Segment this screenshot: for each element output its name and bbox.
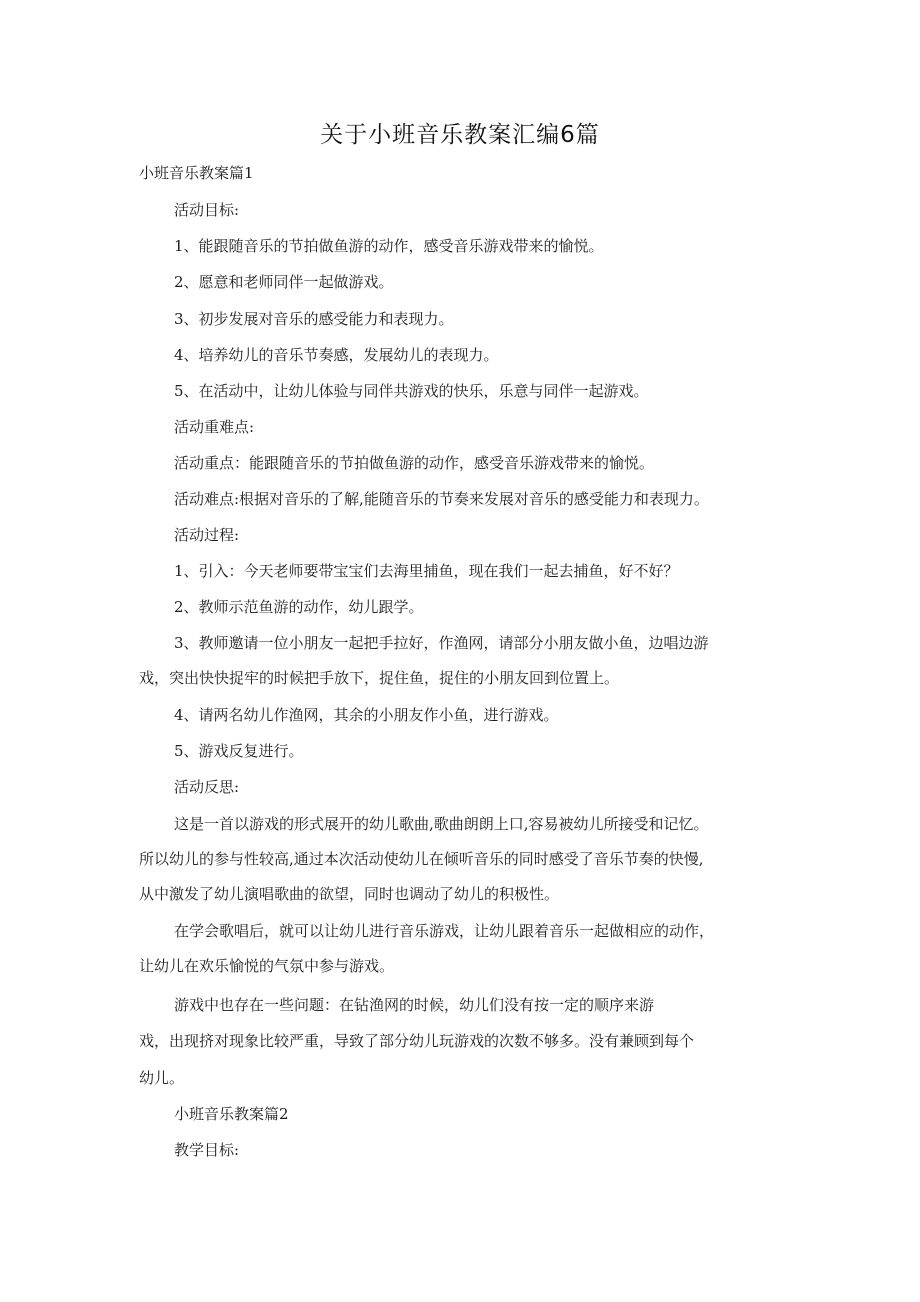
goals-label: 活动目标: (174, 201, 240, 219)
process-step-continued: 戏，突出快快捉牢的时候把手放下，捉住鱼，捉住的小朋友回到位置上。 (139, 669, 620, 687)
goal-item: 2、愿意和老师同伴一起做游戏。 (174, 273, 394, 291)
reflection-paragraph-continued: 从中激发了幼儿演唱歌曲的欲望，同时也调动了幼儿的积极性。 (139, 885, 560, 903)
reflection-paragraph-continued: 幼儿。 (139, 1069, 185, 1087)
reflection-paragraph: 这是一首以游戏的形式展开的幼儿歌曲,歌曲朗朗上口,容易被幼儿所接受和记忆。 (174, 815, 709, 833)
reflection-paragraph-continued: 让幼儿在欢乐愉悦的气氛中参与游戏。 (139, 957, 395, 975)
reflection-paragraph-continued: 所以幼儿的参与性较高,通过本次活动使幼儿在倾听音乐的同时感受了音乐节奏的快慢, (139, 850, 704, 868)
section-heading: 小班音乐教案篇1 (139, 164, 254, 182)
document-title: 关于小班音乐教案汇编6篇 (320, 122, 600, 148)
goal-item: 5、在活动中，让幼儿体验与同伴共游戏的快乐，乐意与同伴一起游戏。 (174, 382, 649, 400)
section-heading: 小班音乐教案篇2 (174, 1105, 289, 1123)
goal-item: 3、初步发展对音乐的感受能力和表现力。 (174, 310, 454, 328)
process-step: 2、教师示范鱼游的动作，幼儿跟学。 (174, 598, 424, 616)
process-step: 1、引入：今天老师要带宝宝们去海里捕鱼，现在我们一起去捕鱼，好不好？ (174, 562, 679, 580)
teaching-goals-label: 教学目标: (174, 1141, 240, 1159)
reflection-paragraph-continued: 戏，出现挤对现象比较严重，导致了部分幼儿玩游戏的次数不够多。没有兼顾到每个 (139, 1032, 695, 1050)
reflection-label: 活动反思: (174, 778, 240, 796)
key-point: 活动重点：能跟随音乐的节拍做鱼游的动作，感受音乐游戏带来的愉悦。 (174, 454, 655, 472)
process-step: 4、请两名幼儿作渔网，其余的小朋友作小鱼，进行游戏。 (174, 706, 559, 724)
reflection-paragraph: 在学会歌唱后，就可以让幼儿进行音乐游戏，让幼儿跟着音乐一起做相应的动作， (174, 922, 715, 940)
key-points-label: 活动重难点: (174, 418, 255, 436)
process-label: 活动过程: (174, 526, 240, 544)
process-step: 5、游戏反复进行。 (174, 742, 304, 760)
reflection-paragraph: 游戏中也存在一些问题：在钻渔网的时候，幼儿们没有按一定的顺序来游 (174, 996, 655, 1014)
process-step: 3、教师邀请一位小朋友一起把手拉好，作渔网，请部分小朋友做小鱼，边唱边游 (174, 634, 709, 652)
goal-item: 4、培养幼儿的音乐节奏感，发展幼儿的表现力。 (174, 346, 499, 364)
difficulty-point: 活动难点:根据对音乐的了解,能随音乐的节奏来发展对音乐的感受能力和表现力。 (174, 490, 709, 508)
goal-item: 1、能跟随音乐的节拍做鱼游的动作，感受音乐游戏带来的愉悦。 (174, 237, 604, 255)
